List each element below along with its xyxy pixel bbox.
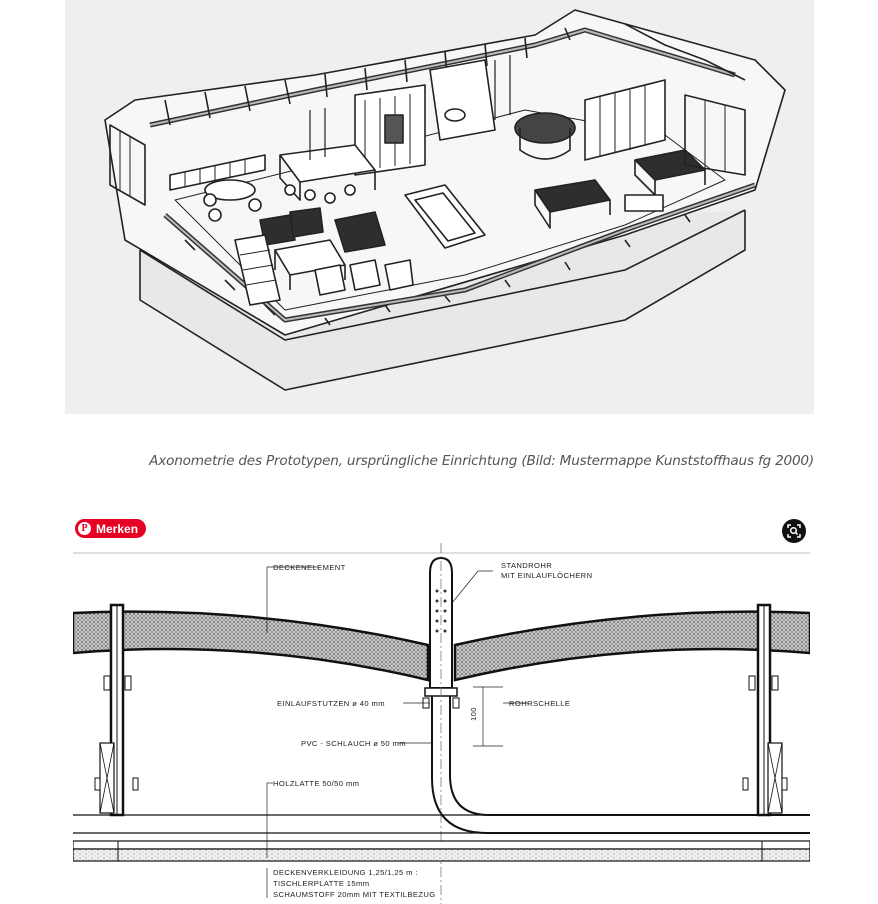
label-pvc-schlauch: PVC - SCHLAUCH ø 50 mm xyxy=(301,739,407,748)
label-holzlatte: HOLZLATTE 50/50 mm xyxy=(273,779,360,788)
technical-section-drawing xyxy=(73,513,810,904)
save-button-label: Merken xyxy=(96,521,139,536)
axonometric-drawing xyxy=(65,0,814,414)
label-deckenverkleidung: DECKENVERKLEIDUNG 1,25/1,25 m : xyxy=(273,868,418,877)
label-deckenelement: DECKENELEMENT xyxy=(273,563,346,572)
label-standrohr-sub: MIT EINLAUFLÖCHERN xyxy=(501,571,593,580)
pinterest-icon: P xyxy=(78,522,91,535)
lens-icon xyxy=(786,523,802,539)
label-tischlerplatte: TISCHLERPLATTE 15mm xyxy=(273,879,370,888)
pinterest-save-button[interactable] xyxy=(75,519,146,538)
visual-search-button[interactable] xyxy=(782,519,806,543)
label-schaumstoff: SCHAUMSTOFF 20mm MIT TEXTILBEZUG xyxy=(273,890,436,899)
label-dimension-100: 100 xyxy=(469,707,478,721)
label-einlaufstutzen: EINLAUFSTUTZEN ø 40 mm xyxy=(277,699,385,708)
label-standrohr: STANDROHR xyxy=(501,561,553,570)
label-rohrschelle: ROHRSCHELLE xyxy=(509,699,571,708)
figure-caption: Axonometrie des Prototypen, ursprüngliche Einrichtung (Bild: Mustermappe Kunststoffhaus fg 2000) xyxy=(149,453,814,469)
